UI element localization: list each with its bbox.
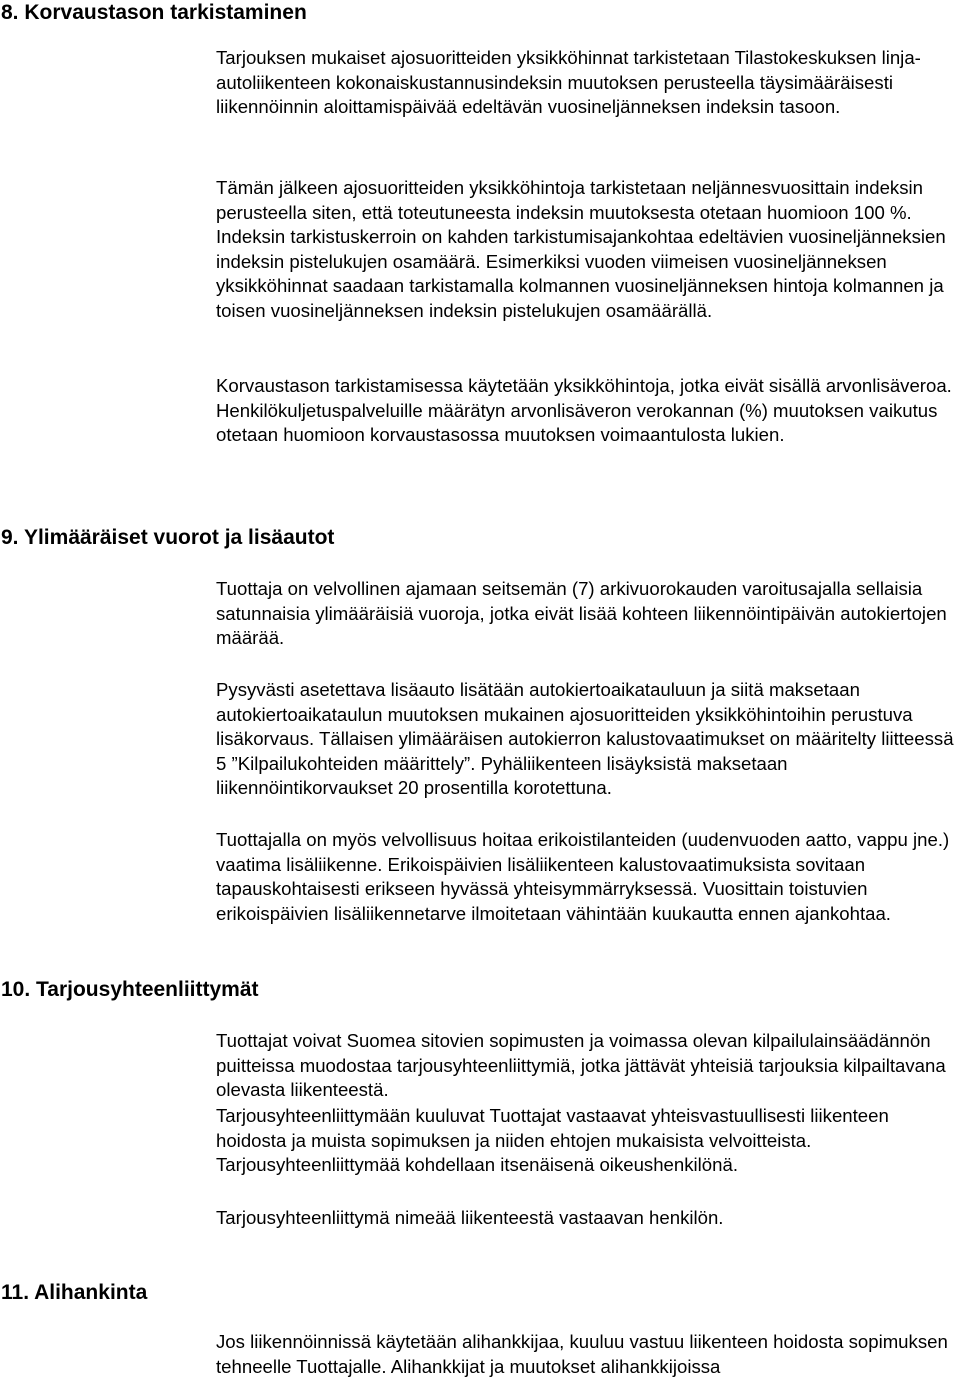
paragraph-8-2: Tämän jälkeen ajosuoritteiden yksikköhintoja tarkistetaan neljännesvuosittain indeksin perusteella siten, että toteutuneesta indeksin muutoksesta otetaan huomioon 100 %. Indeksin tarkistuskerroin on kahden tarkistumisajankohtaa edeltävien vuosineljänneksien indeksin pistelukujen osamäärä. Esimerkiksi vuoden viimeisen vuosineljänneksen yksikköhinnat saadaan tarkistamalla kolmannen vuosineljänneksen hintoja kolmannen ja toisen vuosineljänneksen indeksin pistelukujen osamäärällä. xyxy=(216,177,946,321)
section-heading-9: 9. Ylimääräiset vuorot ja lisäautot xyxy=(1,526,335,549)
paragraph-10-2: Tarjousyhteenliittymään kuuluvat Tuottajat vastaavat yhteisvastuullisesti liikenteen hoidosta ja muista sopimuksen ja niiden ehtojen mukaisista velvoitteista. Tarjousyhteenliittymää kohdellaan itsenäisenä oikeushenkilönä. xyxy=(216,1105,889,1176)
paragraph-11-1: Jos liikennöinnissä käytetään alihankkijaa, kuuluu vastuu liikenteen hoidosta sopimuksen tehneelle Tuottajalle. Alihankkijat ja muutokset alihankkijoissa xyxy=(216,1331,948,1377)
section-heading-8: 8. Korvaustason tarkistaminen xyxy=(1,1,307,24)
section-heading-11: 11. Alihankinta xyxy=(1,1281,148,1304)
paragraph-8-1: Tarjouksen mukaiset ajosuoritteiden yksikköhinnat tarkistetaan Tilastokeskuksen linja-autoliikenteen kokonaiskustannusindeksin muutoksen perusteella täysimääräisesti liikennöinnin aloittamispäivää edeltävän vuosineljänneksen indeksin tasoon. xyxy=(216,47,921,118)
paragraph-8-3: Korvaustason tarkistamisessa käytetään yksikköhintoja, jotka eivät sisällä arvonlisäveroa. Henkilökuljetuspalveluille määrätyn arvonlisäveron verokannan (%) muutoksen vaikutus otetaan huomioon korvaustasossa muutoksen voimaantulosta lukien. xyxy=(216,375,952,446)
paragraph-10-3: Tarjousyhteenliittymä nimeää liikenteestä vastaavan henkilön. xyxy=(216,1207,724,1228)
section-heading-10: 10. Tarjousyhteenliittymät xyxy=(1,978,259,1001)
paragraph-9-2: Pysyvästi asetettava lisäauto lisätään autokiertoaikatauluun ja siitä maksetaan autokiertoaikataulun muutoksen mukainen ajosuoritteiden yksikköhintoihin perustuva lisäkorvaus. Tällaisen ylimääräisen autokierron kalustovaatimukset on määritelty liitteessä 5 ”Kilpailukohteiden määrittely”. Pyhäliikenteen lisäyksistä maksetaan liikennöintikorvaukset 20 prosentilla korotettuna. xyxy=(216,679,954,799)
paragraph-9-3: Tuottajalla on myös velvollisuus hoitaa erikoistilanteiden (uudenvuoden aatto, vappu jne.) vaatima lisäliikenne. Erikoispäivien lisäliikenteen kalustovaatimuksista sovitaan tapauskohtaisesti erikseen hyvässä yhteisymmärryksessä. Vuosittain toistuvien erikoispäivien lisäliikennetarve ilmoitetaan vähintään kuukautta ennen ajankohtaa. xyxy=(216,829,950,924)
paragraph-9-1: Tuottaja on velvollinen ajamaan seitsemän (7) arkivuorokauden varoitusajalla sellaisia satunnaisia ylimääräisiä vuoroja, jotka eivät lisää kohteen liikennöintipäivän autokiertojen määrää. xyxy=(216,578,947,649)
paragraph-10-1: Tuottajat voivat Suomea sitovien sopimusten ja voimassa olevan kilpailulainsäädännön puitteissa muodostaa tarjousyhteenliittymiä, jotka jättävät yhteisiä tarjouksia kilpailtavana olevasta liikenteestä. xyxy=(216,1030,946,1101)
